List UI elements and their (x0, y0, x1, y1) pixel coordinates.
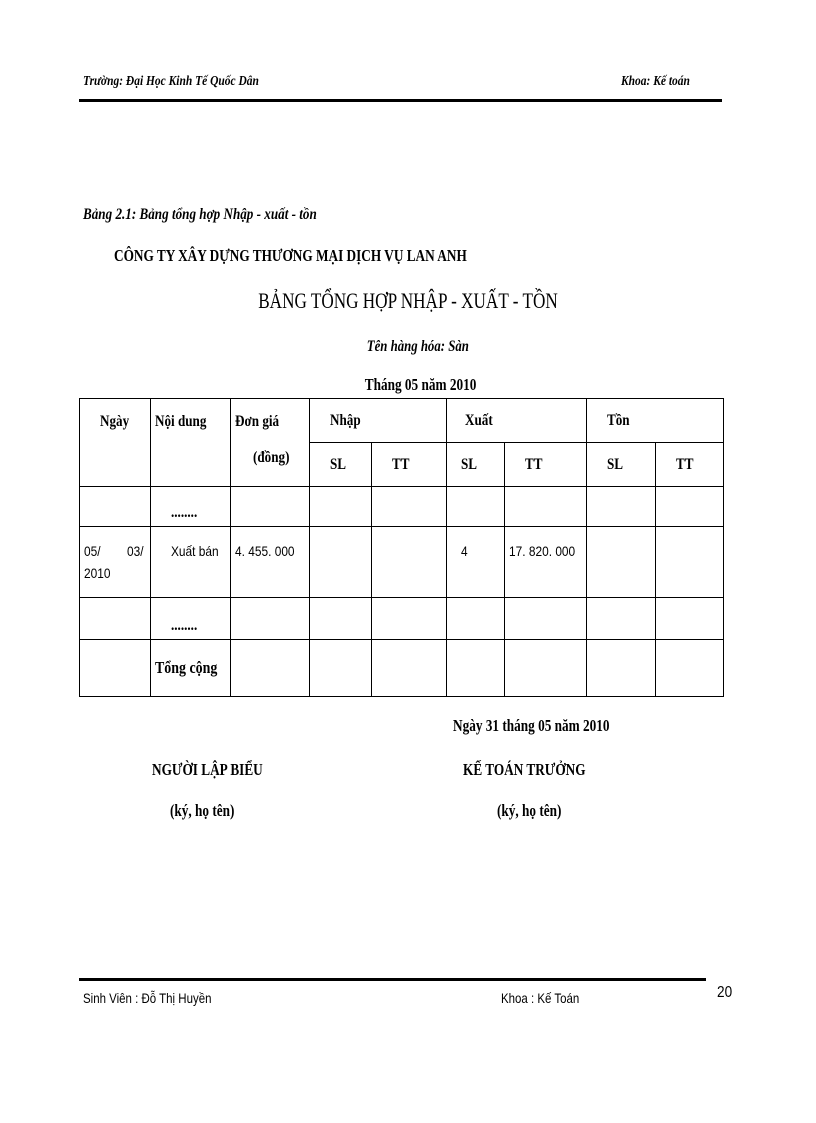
header-export-amount: TT (505, 443, 587, 487)
cell-stock-amount (656, 640, 724, 697)
header-stock-amount: TT (656, 443, 724, 487)
cell-import-amount (372, 598, 447, 640)
cell-stock-qty (587, 640, 656, 697)
table-row (80, 527, 724, 598)
cell-import-qty (310, 640, 372, 697)
header-stock: Tồn (587, 399, 724, 443)
header-import-amount: TT (372, 443, 447, 487)
inventory-table (79, 398, 724, 697)
cell-export-qty (447, 640, 505, 697)
header-export: Xuất (447, 399, 587, 443)
cell-unit-price: 4. 455. 000 (231, 527, 310, 598)
cell-import-amount (372, 527, 447, 598)
cell-date (80, 487, 151, 527)
table-row (80, 487, 724, 527)
cell-stock-amount (656, 598, 724, 640)
period-wrap (0, 375, 816, 395)
cell-stock-amount (656, 487, 724, 527)
cell-unit-price (231, 640, 310, 697)
cell-export-amount (505, 487, 587, 527)
preparer-note: (ký, họ tên) (170, 801, 235, 820)
cell-date (80, 598, 151, 640)
cell-import-qty (310, 527, 372, 598)
report-title-wrap (0, 288, 816, 314)
cell-export-qty: 4 (447, 527, 505, 598)
signature-date: Ngày 31 tháng 05 năm 2010 (453, 716, 610, 735)
table-row (80, 640, 724, 697)
cell-stock-qty (587, 527, 656, 598)
cell-stock-amount (656, 527, 724, 598)
item-name-wrap (0, 338, 816, 356)
cell-date (80, 640, 151, 697)
page-number: 20 (717, 984, 733, 1001)
header-content: Nội dung (151, 399, 231, 487)
cell-import-qty (310, 598, 372, 640)
cell-export-amount: 17. 820. 000 (505, 527, 587, 598)
table-caption: Bảng 2.1: Bảng tổng hợp Nhập - xuất - tồn (83, 206, 317, 223)
item-name: Tên hàng hóa: Sàn (366, 338, 470, 355)
faculty-header: Khoa: Kế toán (621, 74, 690, 89)
cell-stock-qty (587, 487, 656, 527)
cell-import-qty (310, 487, 372, 527)
header-date: Ngày (80, 399, 151, 487)
accountant-title: KẾ TOÁN TRƯỞNG (463, 760, 586, 779)
cell-content: Xuất bán (151, 527, 231, 598)
cell-date: 05/ 03/ 2010 (80, 527, 151, 598)
report-title: BẢNG TỔNG HỢP NHẬP - XUẤT - TỒN (258, 288, 558, 313)
footer-faculty: Khoa : Kế Toán (501, 990, 580, 1006)
school-header: Trường: Đại Học Kinh Tế Quốc Dân (83, 74, 259, 89)
header-row-1 (80, 399, 724, 443)
header-export-qty: SL (447, 443, 505, 487)
report-period: Tháng 05 năm 2010 (365, 375, 477, 394)
accountant-note: (ký, họ tên) (497, 801, 562, 820)
cell-content: ........ (151, 598, 231, 640)
cell-import-amount (372, 487, 447, 527)
header-unit-price: Đơn giá (đồng) (231, 399, 310, 487)
footer-student: Sinh Viên : Đỗ Thị Huyền (83, 990, 212, 1006)
cell-stock-qty (587, 598, 656, 640)
cell-unit-price (231, 487, 310, 527)
cell-export-qty (447, 487, 505, 527)
preparer-title: NGƯỜI LẬP BIỂU (152, 760, 263, 779)
cell-content: Tổng cộng (151, 640, 231, 697)
cell-import-amount (372, 640, 447, 697)
header-import: Nhập (310, 399, 447, 443)
header-stock-qty: SL (587, 443, 656, 487)
cell-export-amount (505, 598, 587, 640)
cell-unit-price (231, 598, 310, 640)
table-row (80, 598, 724, 640)
cell-export-amount (505, 640, 587, 697)
company-name: CÔNG TY XÂY DỰNG THƯƠNG MẠI DỊCH VỤ LAN ANH (114, 246, 467, 265)
footer-rule (79, 978, 706, 981)
header-import-qty: SL (310, 443, 372, 487)
header-rule (79, 99, 722, 102)
cell-export-qty (447, 598, 505, 640)
cell-content: ........ (151, 487, 231, 527)
